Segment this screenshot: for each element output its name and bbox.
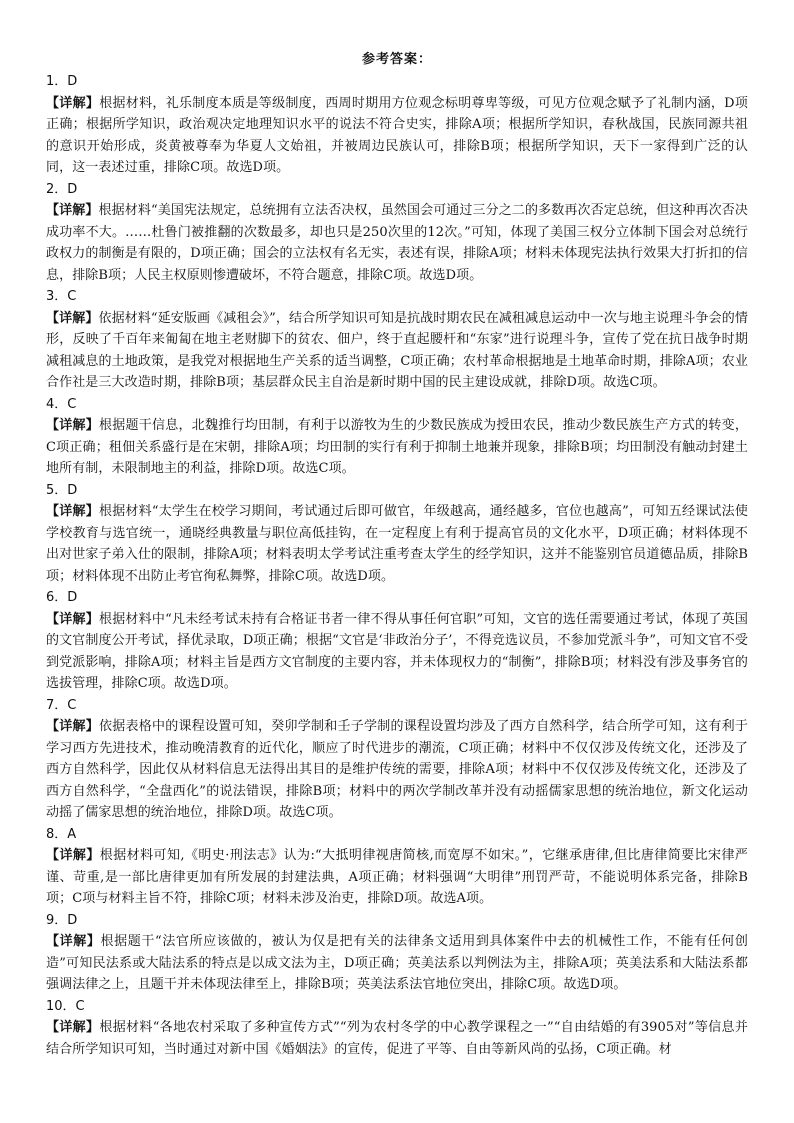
explanation-paragraph (46, 716, 748, 824)
explanation-text: 根据材料，礼乐制度本质是等级制度，西周时期用方位观念标明尊卑等级，可见方位观念赋予了礼制内涵，D项正确；根据所学知识，政治观决定地理知识水平的说法不符合史实，排除A项；根据所学知识，春秋战国，民族同源共祖的意识开始形成，炎黄被尊奉为华夏人文始祖，并被周边民族认可，排除B项；根据所学知识，天下一家得到广泛的认同，这一表述过重，排除C项。故选D项。 (46, 95, 749, 175)
answer-item (46, 480, 748, 588)
answer-item (46, 394, 748, 480)
explanation-paragraph (46, 931, 748, 996)
answer-item (46, 824, 748, 910)
explanation-text: 根据材料可知,《明史·刑法志》认为:“大抵明律视唐简核,而宽厚不如宋。”，它继承唐律,但比唐律简要比宋律严谨、苛重,是一部比唐律更加有所发展的封建法典，A项正确；材料强调“大明律”刑罚严苛，不能说明体系完备，排除B项；C项与材料主旨不符，排除C项；材料未涉及治吏，排除D项。故选A项。 (46, 848, 748, 906)
explanation-tag: 【详解】 (46, 719, 99, 734)
explanation-text: 根据题干“法官所应该做的，被认为仅是把有关的法律条文适用到具体案件中去的机械性工作，不能有任何创造”可知民法系或大陆法系的特点是以成文法为主，D项正确；英美法系以判例法为主，排除A项；英美法系和大陆法系都强调法律之上，且题干并未体现法律至上，排除B项；英美法系法官地位突出，排除C项。故选D项。 (46, 934, 748, 992)
answer-key: 1．D (46, 74, 78, 89)
explanation-tag: 【详解】 (46, 611, 99, 627)
explanation-text: 根据题干信息，北魏推行均田制，有利于以游牧为生的少数民族成为授田农民，推动少数民族生产方式的转变，C项正确；租佃关系盛行是在宋朝，排除A项；均田制的实行有利于抑制土地兼并现象，排除B项；均田制没有触动封建土地所有制，未限制地主的利益，排除D项。故选C项。 (46, 418, 748, 476)
explanation-paragraph (46, 845, 748, 910)
answer-item (46, 71, 748, 179)
answer-key: 2．D (46, 181, 78, 197)
answer-item (46, 179, 748, 287)
explanation-text: 根据材料“美国宪法规定，总统拥有立法否决权，虽然国会可通过三分之二的多数再次否定总统，但这种再次否决成功率不大。……杜鲁门被推翻的次数最多，却也只是250次里的12次。”可知，体现了美国三权分立体制下国会对总统行政权力的制衡是有限的，D项正确；国会的立法权有名无实，表述有误，排除A项；材料未体现宪法执行效果大打折扣的信息，排除B项；人民主权原则惨遭破坏，不符合题意，排除C项。故选D项。 (46, 203, 748, 283)
explanation-paragraph (46, 609, 748, 695)
explanation-tag: 【详解】 (46, 310, 99, 326)
answer-list (46, 71, 748, 1060)
explanation-text: 依据材料“延安版画《减租会》”，结合所学知识可知是抗战时期农民在减租减息运动中一次与地主说理斗争会的情形，反映了千百年来匍匐在地主老财脚下的贫农、佃户，终于直起腰杆和“东家”进行说理斗争，宣传了党在抗日战争时期减租减息的土地政策，是我党对根据地生产关系的适当调整，C项正确；农村革命根据地是土地革命时期，排除A项；农业合作社是三大改造时期，排除B项；基层群众民主自治是新时期中国的民主建设成就，排除D项。故选C项。 (46, 310, 748, 390)
explanation-paragraph (46, 200, 748, 286)
page-title: 参考答案： (361, 52, 432, 67)
answer-key: 9．D (46, 912, 78, 928)
answer-item (46, 910, 748, 996)
answer-key: 5．D (46, 482, 78, 498)
explanation-paragraph (46, 308, 748, 394)
explanation-text: 依据表格中的课程设置可知，癸卯学制和壬子学制的课程设置均涉及了西方自然科学，结合所学可知，这有利于学习西方先进技术，推动晚清教育的近代化，顺应了时代进步的潮流，C项正确；材料中不仅仅涉及传统文化，还涉及了西方自然科学，因此仅从材料信息无法得出其目的是维护传统的需要，排除A项；材料中不仅仅涉及传统文化，还涉及了西方自然科学，“全盘西化”的说法错误，排除B项；材料中的两次学制改革并没有动摇儒家思想的统治地位，新文化运动动摇了儒家思想的统治地位，排除D项。故选C项。 (46, 719, 748, 820)
answer-key: 10．C (46, 998, 85, 1014)
explanation-paragraph (46, 1017, 748, 1060)
answer-key: 6．D (46, 590, 78, 605)
answer-key: 7．C (46, 697, 77, 713)
answer-item (46, 587, 748, 695)
explanation-tag: 【详解】 (46, 1020, 100, 1035)
explanation-tag: 【详解】 (46, 418, 99, 433)
answer-key: 4．C (46, 396, 77, 412)
answer-item (46, 286, 748, 394)
answer-key: 3．C (46, 289, 77, 304)
explanation-tag: 【详解】 (46, 203, 99, 218)
explanation-tag: 【详解】 (46, 95, 100, 111)
answer-item (46, 695, 748, 824)
explanation-text: 根据材料中“凡未经考试未持有合格证书者一律不得从事任何官职”可知，文官的选任需要通过考试，体现了英国的文官制度公开考试，择优录取，D项正确；根据“文官是‘非政治分子’，不得竞选议员，不参加党派斗争”，可知文官不受到党派影响，排除A项；材料主旨是西方文官制度的主要内容，并未体现权力的“制衡”，排除B项；材料没有涉及事务官的选拔管理，排除C项。故选D项。 (46, 611, 748, 691)
explanation-tag: 【详解】 (46, 504, 99, 519)
answer-item (46, 996, 748, 1061)
explanation-paragraph (46, 93, 748, 179)
explanation-paragraph (46, 415, 748, 480)
explanation-text: 根据材料“太学生在校学习期间，考试通过后即可做官，年级越高，通经越多，官位也越高”，可知五经课试法使学校教育与选官统一，通晓经典教量与职位高低挂钩，在一定程度上有利于提高官员的文化水平，D项正确；材料体现不出对世家子弟入仕的限制，排除A项；材料表明太学考试注重考查太学生的经学知识，这并不能鉴别官员道德品质，排除B项；材料体现不出防止考官徇私舞弊，排除C项。故选D项。 (46, 504, 748, 584)
explanation-paragraph (46, 501, 748, 587)
explanation-tag: 【详解】 (46, 848, 100, 863)
answer-key: 8．A (46, 826, 77, 842)
explanation-tag: 【详解】 (46, 934, 101, 949)
explanation-text: 根据材料“各地农村采取了多种宣传方式”“列为农村冬学的中心教学课程之一”“自由结婚的有3905对”等信息并结合所学知识可知，当时通过对新中国《婚姻法》的宣传，促进了平等、自由等新风尚的弘扬，C项正确。材 (46, 1020, 748, 1057)
